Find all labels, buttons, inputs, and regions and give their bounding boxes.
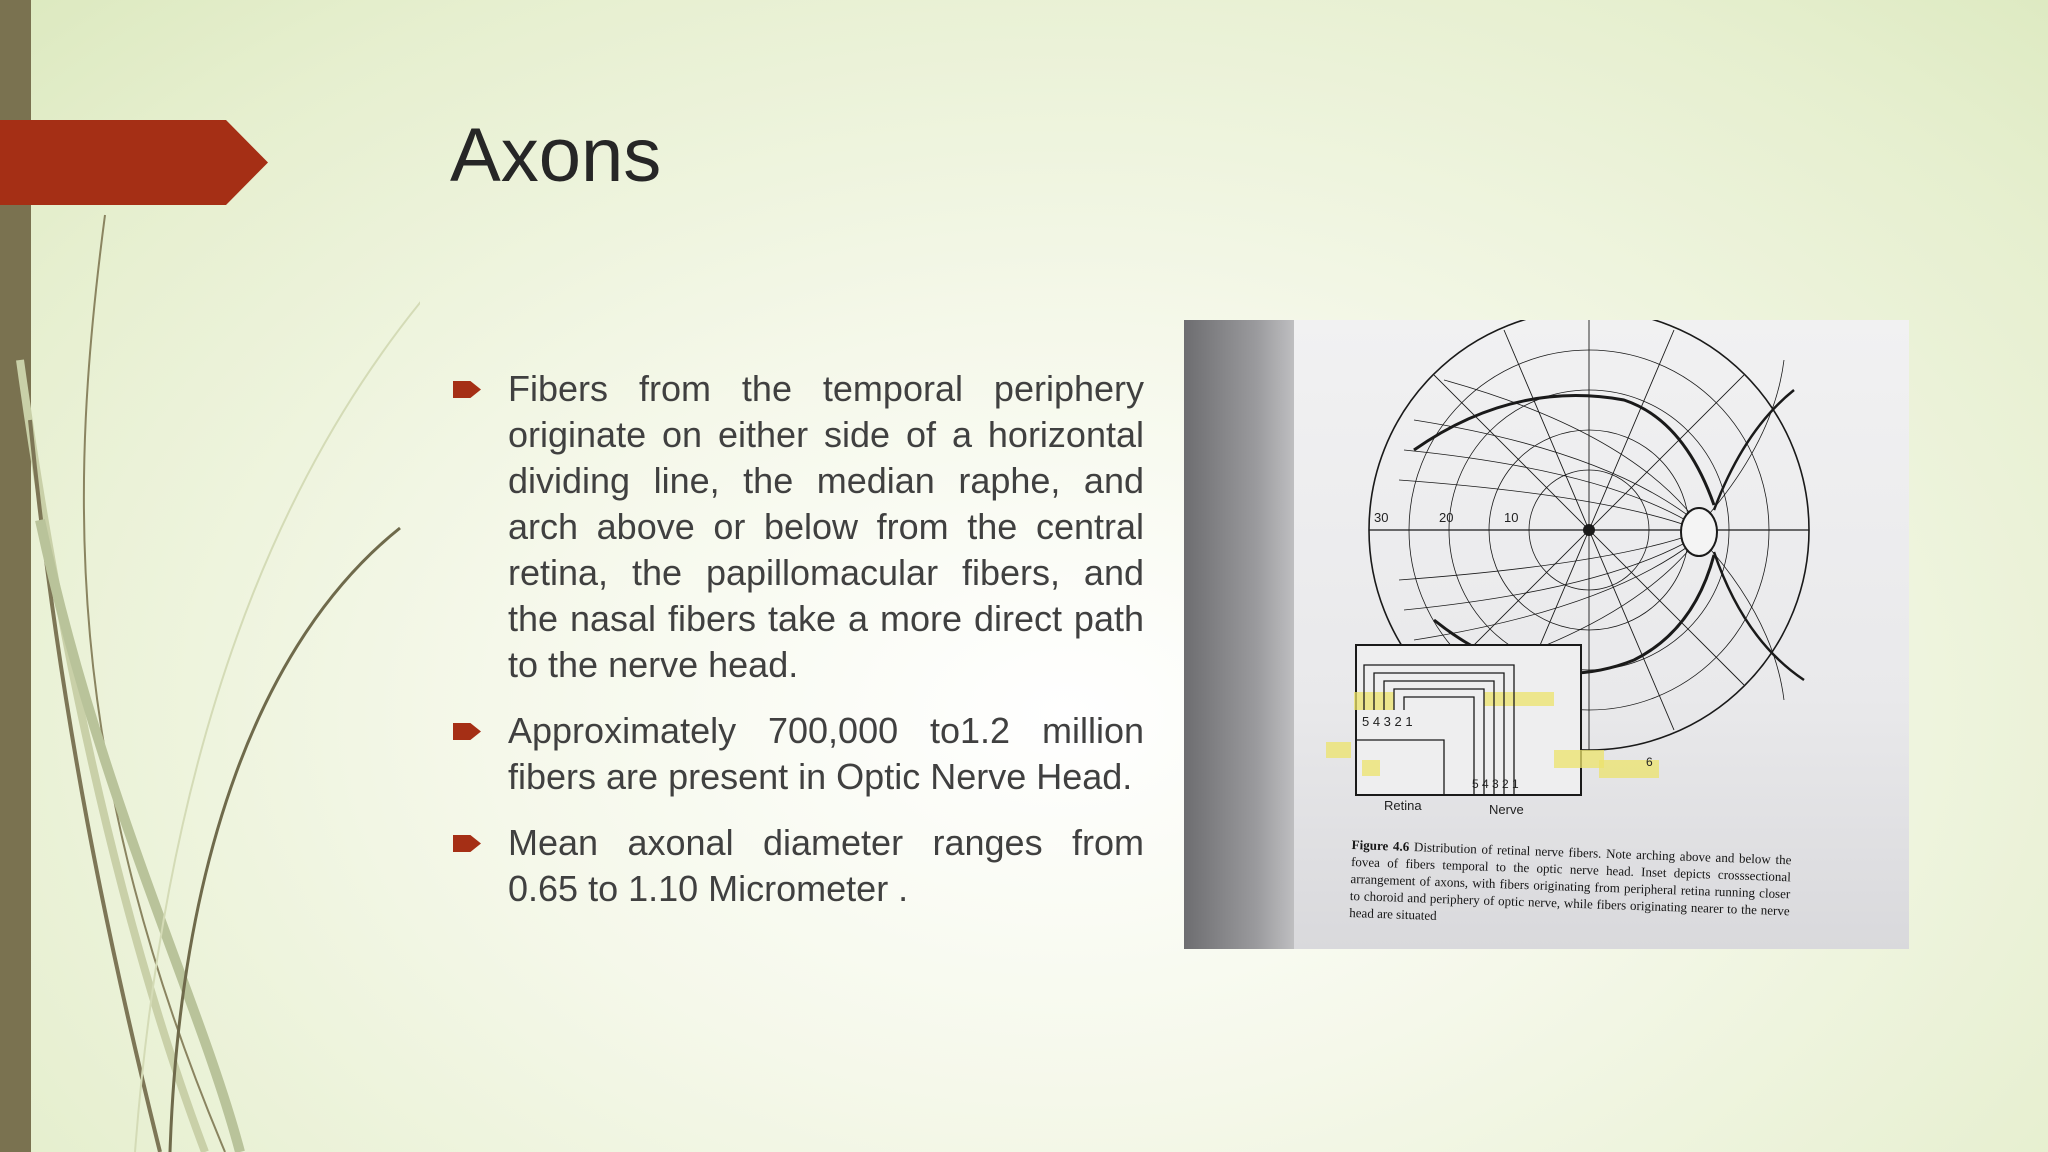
inset-small-label: 6 — [1646, 755, 1653, 769]
scale-label: 30 — [1374, 510, 1389, 525]
bullet-text: Fibers from the temporal periphery originate on either side of a horizontal dividing line, the median raphe, and arch above or below from the central retina, the papillomacular fibers, and the nasal fibers take a more direct path to the nerve head. — [508, 368, 1144, 685]
scale-label: 10 — [1504, 510, 1519, 525]
bullet-text: Approximately 700,000 to1.2 million fibers are present in Optic Nerve Head. — [508, 710, 1144, 797]
nerve-label: Nerve — [1489, 802, 1524, 817]
caption-text: Distribution of retinal nerve fibers. Note arching above and below the fovea of fibers temporal to the optic nerve head. Inset depicts crosssectional arrangement of axons, with fibers originating from peripheral retina running closer to choroid and periphery of optic nerve, while fibers originating nearer to the nerve head are situated — [1349, 839, 1792, 923]
bullet-text: Mean axonal diameter ranges from 0.65 to 1.10 Micrometer . — [508, 822, 1144, 909]
title-accent-tab — [0, 120, 268, 205]
caption-lead: Figure 4.6 — [1351, 836, 1410, 854]
scale-labels — [1374, 510, 1518, 525]
inset-retina-numbers: 5 4 3 2 1 — [1362, 714, 1413, 729]
retina-figure-photo — [1184, 320, 1909, 949]
slide-title: Axons — [450, 113, 662, 198]
inset-diagram — [1326, 645, 1659, 817]
figure-caption — [1349, 836, 1792, 936]
retina-label: Retina — [1384, 798, 1422, 813]
bullet-arrow-icon — [453, 723, 481, 740]
bullet-arrow-icon — [453, 835, 481, 852]
bullet-item — [450, 708, 1144, 800]
bullet-item — [450, 366, 1144, 688]
bullet-list — [450, 366, 1144, 932]
bullet-arrow-icon — [453, 381, 481, 398]
bullet-item — [450, 820, 1144, 912]
inset-nerve-numbers: 5 4 3 2 1 — [1472, 777, 1519, 791]
scale-label: 20 — [1439, 510, 1454, 525]
